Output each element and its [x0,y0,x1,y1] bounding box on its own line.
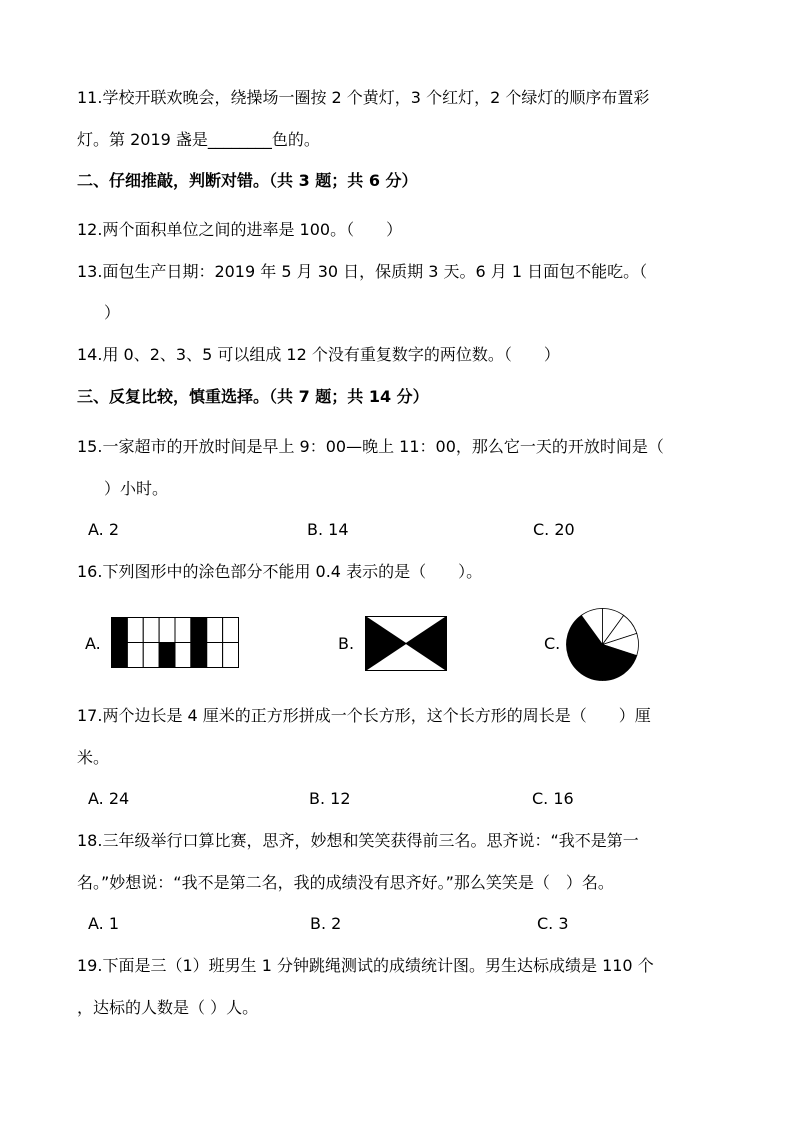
figure-a-cell [175,643,191,668]
q16-figure-c-circle [566,608,639,681]
q17-option-c: C. 16 [532,789,574,808]
q19-line2: ，达标的人数是（ ）人。 [77,998,259,1017]
q15-option-c: C. 20 [533,520,575,539]
figure-a-cell [159,618,175,643]
figure-a-cell [127,643,143,668]
q15-line2: ）小时。 [104,479,169,498]
q18-option-a: A. 1 [88,914,120,933]
q17-option-a: A. 24 [88,789,130,808]
q17-option-b: B. 12 [309,789,351,808]
q16-figure-a-grid [111,617,239,668]
figure-a-cell [112,643,128,668]
q13-line2: ） [104,303,121,322]
figure-a-cell [223,618,239,643]
q18-line2: 名。”妙想说：“我不是第二名，我的成绩没有思齐好。”那么笑笑是（ ）名。 [77,873,614,892]
q17-line2: 米。 [77,748,110,767]
q18-line1: 18.三年级举行口算比赛，思齐，妙想和笑笑获得前三名。思齐说：“我不是第一 [77,831,639,850]
q19-line1: 19.下面是三（1）班男生 1 分钟跳绳测试的成绩统计图。男生达标成绩是 110 个 [77,956,654,975]
q18-option-c: C. 3 [537,914,569,933]
q17-line1: 17.两个边长是 4 厘米的正方形拼成一个长方形，这个长方形的周长是（ ）厘 [77,706,651,725]
section-2-heading: 二、仔细推敲，判断对错。（共 3 题；共 6 分） [77,171,418,190]
q15-option-b: B. 14 [307,520,349,539]
figure-a-cell [127,618,143,643]
figure-a-cell [143,618,159,643]
q14-text: 14.用 0、2、3、5 可以组成 12 个没有重复数字的两位数。（ ） [77,345,560,364]
section-3-heading: 三、反复比较，慎重选择。（共 7 题；共 14 分） [77,387,429,406]
figure-a-cell [112,618,128,643]
q16-text: 16.下列图形中的涂色部分不能用 0.4 表示的是（ ）。 [77,562,483,581]
q18-option-b: B. 2 [310,914,342,933]
q16-figure-b-rectangle [365,616,447,671]
q15-line1: 15.一家超市的开放时间是早上 9：00—晚上 11：00，那么它一天的开放时间是（ [77,437,664,456]
figure-a-cell [143,643,159,668]
q16-label-b: B. [338,634,355,653]
q11-line2: 灯。第 2019 盏是________色的。 [77,130,320,149]
q13-line1: 13.面包生产日期：2019 年 5 月 30 日，保质期 3 天。6 月 1 日面包不能吃。（ [77,262,648,281]
figure-a-cell [175,618,191,643]
q11-line1: 11.学校开联欢晚会，绕操场一圈按 2 个黄灯，3 个红灯，2 个绿灯的顺序布置彩 [77,88,650,107]
figure-a-cell [207,643,223,668]
figure-a-cell [159,643,175,668]
q12-text: 12.两个面积单位之间的进率是 100。（ ） [77,220,403,239]
q16-label-a: A. [85,634,101,653]
figure-a-cell [191,643,207,668]
q16-label-c: C. [544,634,561,653]
q15-option-a: A. 2 [88,520,120,539]
figure-a-cell [191,618,207,643]
figure-a-cell [207,618,223,643]
figure-a-cell [223,643,239,668]
